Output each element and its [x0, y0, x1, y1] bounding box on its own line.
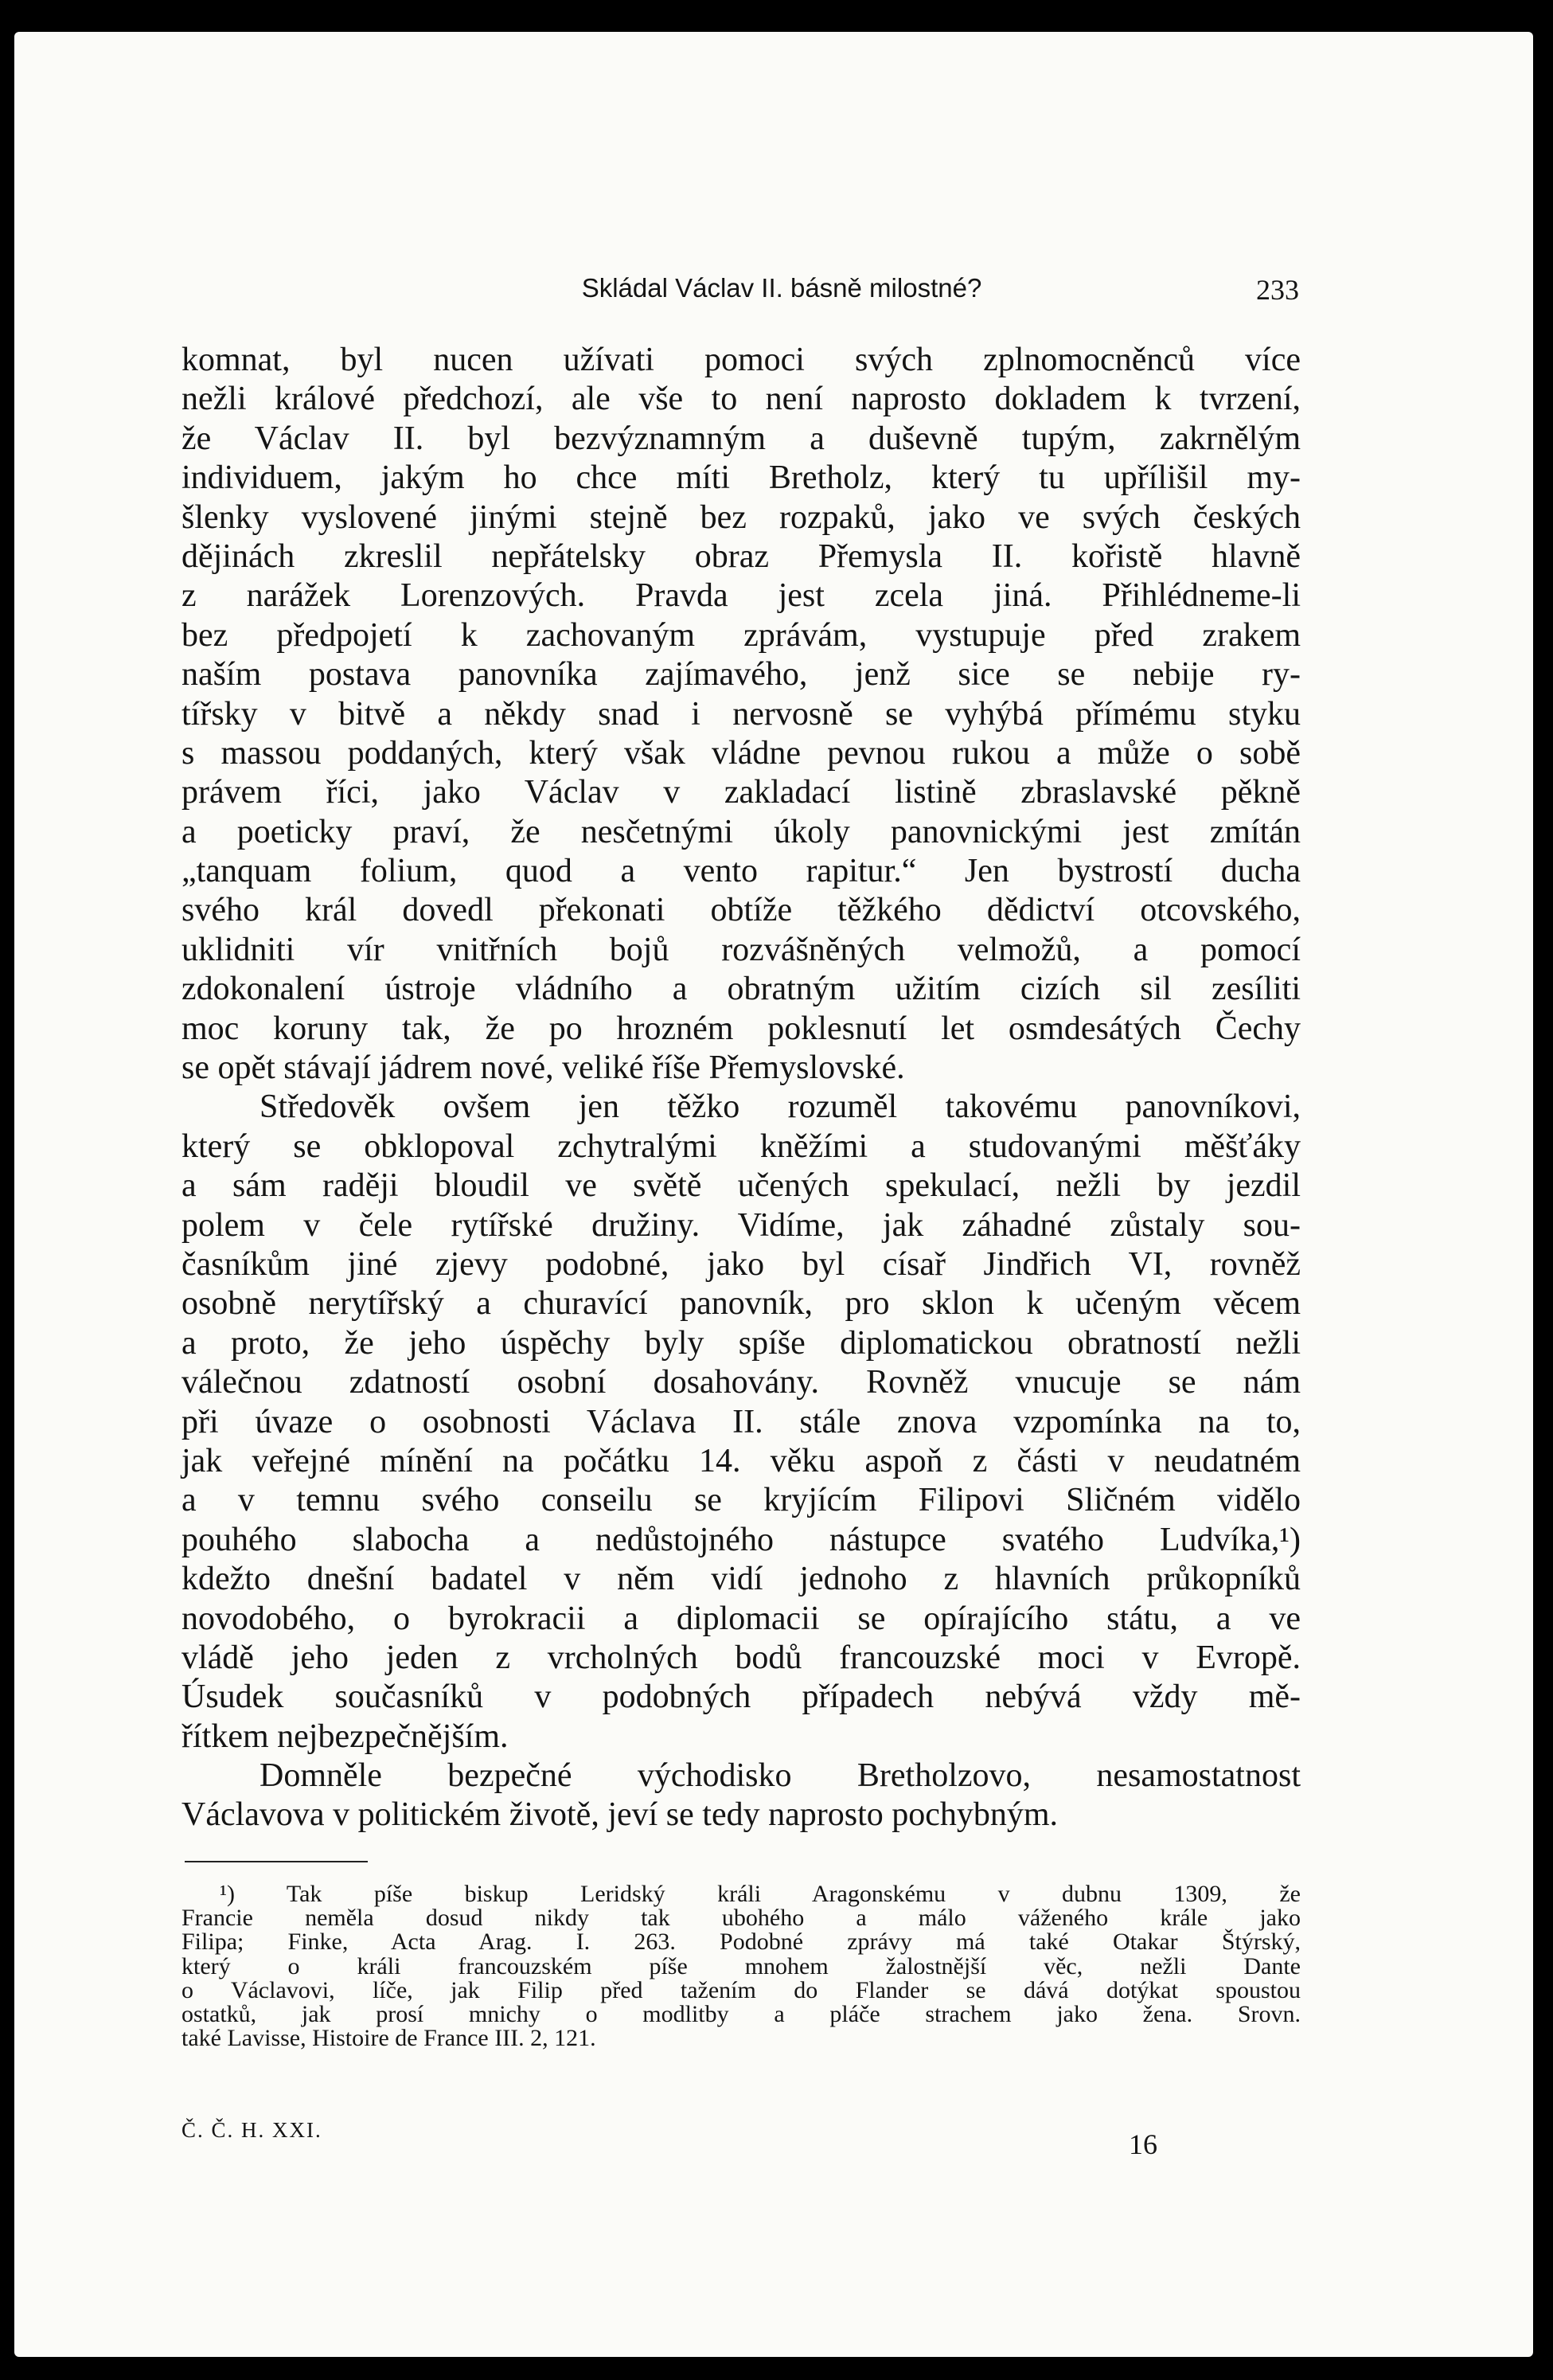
paragraph-end-line: Václavova v politickém životě, jeví se tedy naprosto pochybným. — [181, 1796, 1059, 1834]
body-text — [181, 341, 1301, 1835]
text-line: novodobého, o byrokracii a diplomacii se opírajícího státu, a ve — [181, 1600, 1301, 1637]
text-line: a proto, že jeho úspěchy byly spíše diplomatickou obratností nežli — [181, 1324, 1301, 1362]
footnote-separator — [185, 1861, 368, 1862]
text-line: válečnou zdatností osobní dosahovány. Rovněž vnucuje se nám — [181, 1364, 1301, 1401]
text-line: nežli králové předchozí, ale vše to není naprosto dokladem k tvrzení, — [181, 381, 1301, 418]
paragraph-start-line: Domněle bezpečné východisko Bretholzovo, nesamostatnost — [259, 1757, 1301, 1795]
footnote-line: o Václavovi, líče, jak Filip před tažením do Flander se dává dotýkat spoustou — [181, 1976, 1301, 2003]
text-line: jak veřejné mínění na počátku 14. věku aspoň z části v neudatném — [181, 1442, 1301, 1479]
text-line: polem v čele rytířské družiny. Vidíme, jak záhadné zůstaly sou- — [181, 1206, 1301, 1244]
text-line: naším postava panovníka zajímavého, jenž sice se nebije ry- — [181, 656, 1301, 694]
signature-mark: Č. Č. H. XXI. — [181, 2118, 322, 2142]
page-number: 233 — [1256, 274, 1299, 306]
text-line: osobně nerytířský a churavící panovník, pro sklon k učeným věcem — [181, 1285, 1301, 1323]
footnotes — [181, 1882, 1301, 2050]
text-line: moc koruny tak, že po hrozném poklesnutí let osmdesátých Čechy — [181, 1010, 1301, 1047]
text-line: a sám raději bloudil ve světě učených spekulací, nežli by jezdil — [181, 1167, 1301, 1205]
footnote-line: Francie neměla dosud nikdy tak ubohého a málo váženého krále jako — [181, 1905, 1301, 1932]
text-line: uklidniti vír vnitřních bojů rozvášněných velmožů, a pomocí — [181, 931, 1301, 968]
text-line: a v temnu svého conseilu se kryjícím Filipovi Sličném vidělo — [181, 1482, 1301, 1519]
text-line: že Václav II. byl bezvýznamným a duševně tupým, zakrnělým — [181, 420, 1301, 457]
paragraph-end-line: řítkem nejbezpečnějším. — [181, 1718, 509, 1755]
page-footer — [181, 2118, 1301, 2158]
text-line: z narážek Lorenzových. Pravda jest zcela jiná. Přihlédneme-li — [181, 577, 1301, 615]
text-line: a poeticky praví, že nesčetnými úkoly panovnickými jest zmítán — [181, 813, 1301, 850]
text-line: časníkům jiné zjevy podobné, jako byl císař Jindřich VI, rovněž — [181, 1245, 1301, 1283]
footnote-line: také Lavisse, Histoire de France III. 2, 121. — [181, 2025, 596, 2052]
text-line: právem říci, jako Václav v zakladací listině zbraslavské pěkně — [181, 774, 1301, 811]
text-line: individuem, jakým ho chce míti Bretholz, který tu upřílišil my- — [181, 459, 1301, 497]
text-line: Úsudek současníků v podobných případech nebývá vždy mě- — [181, 1679, 1301, 1716]
text-line: dějinách zkreslil nepřátelsky obraz Přemysla II. kořistě hlavně — [181, 537, 1301, 575]
text-line: šlenky vyslovené jinými stejně bez rozpaků, jako ve svých českých — [181, 498, 1301, 536]
text-line: „tanquam folium, quod a vento rapitur.“ Jen bystrostí ducha — [181, 853, 1301, 890]
text-line: který se obklopoval zchytralými kněžími a studovanými měšťáky — [181, 1127, 1301, 1165]
text-line: zdokonalení ústroje vládního a obratným užitím cizích sil zesíliti — [181, 971, 1301, 1008]
text-line: kdežto dnešní badatel v něm vidí jednoho z hlavních průkopníků — [181, 1561, 1301, 1598]
running-head: Skládal Václav II. básně milostné? — [581, 273, 982, 303]
text-line: tířsky v bitvě a někdy snad i nervosně se vyhýbá přímému styku — [181, 695, 1301, 733]
text-line: komnat, byl nucen užívati pomoci svých zplnomocněnců více — [181, 342, 1301, 378]
text-line: svého král dovedl překonati obtíže těžkého dědictví otcovského, — [181, 892, 1301, 929]
footnote-line: ostatků, jak prosí mnichy o modlitby a pláče strachem jako žena. Srovn. — [181, 2000, 1301, 2027]
footnote-line: Filipa; Finke, Acta Arag. I. 263. Podobné zprávy má také Otakar Štýrský, — [181, 1929, 1301, 1956]
text-line: vládě jeho jeden z vrcholných bodů francouzské moci v Evropě. — [181, 1639, 1301, 1676]
text-line: při úvaze o osobnosti Václava II. stále znova vzpomínka na to, — [181, 1403, 1301, 1440]
paragraph-end-line: se opět stávají jádrem nové, veliké říše Přemyslovské. — [181, 1049, 905, 1087]
text-line: pouhého slabocha a nedůstojného nástupce svatého Ludvíka,¹) — [181, 1521, 1301, 1558]
page-header — [264, 273, 1299, 315]
text-line: bez předpojetí k zachovaným zprávám, vystupuje před zrakem — [181, 616, 1301, 654]
sheet-number: 16 — [1129, 2128, 1157, 2160]
paragraph-start-line: Středověk ovšem jen těžko rozuměl takovému panovníkovi, — [259, 1088, 1301, 1126]
footnote-line: který o králi francouzském píše mnohem žalostnější věc, nežli Dante — [181, 1952, 1301, 1979]
text-line: s massou poddaných, který však vládne pevnou rukou a může o sobě — [181, 734, 1301, 772]
footnote-line: ¹) Tak píše biskup Leridský králi Aragonskému v dubnu 1309, že — [220, 1881, 1301, 1907]
